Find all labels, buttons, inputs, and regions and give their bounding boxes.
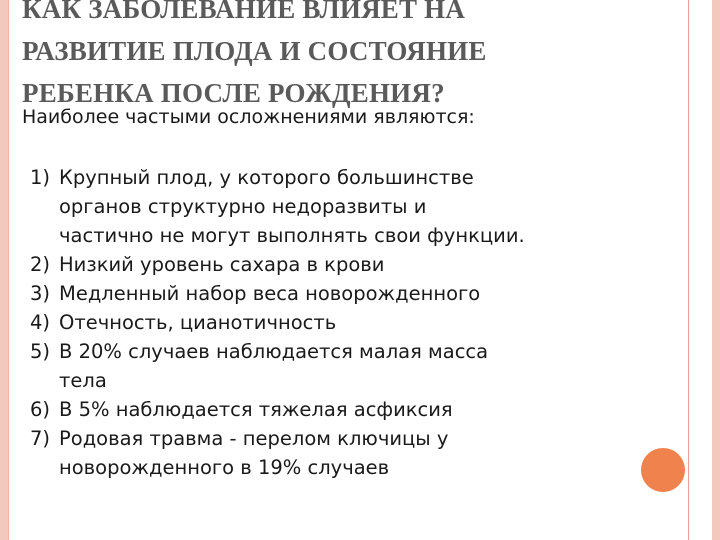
list-item-text: В 5% наблюдается тяжелая асфиксия bbox=[59, 398, 453, 421]
list-item bbox=[30, 250, 670, 279]
slide-title bbox=[22, 0, 662, 114]
list-item-number: 1) bbox=[30, 166, 51, 189]
list-item-number: 4) bbox=[30, 311, 51, 334]
list-item-text: Крупный плод, у которого большинстве bbox=[59, 166, 474, 189]
list-item bbox=[30, 337, 670, 395]
list-item-text: Родовая травма - перелом ключицы у bbox=[59, 427, 449, 450]
list-item-number: 6) bbox=[30, 398, 51, 421]
slide-right-border bbox=[712, 0, 720, 540]
list-item-number: 5) bbox=[30, 340, 51, 363]
slide-left-border bbox=[0, 0, 8, 540]
slide-title-line: РАЗВИТИЕ ПЛОДА И СОСТОЯНИЕ bbox=[22, 36, 487, 66]
list-item bbox=[30, 163, 670, 250]
list-item-text: тела bbox=[59, 369, 107, 392]
list-item-text: новорожденного в 19% случаев bbox=[59, 456, 390, 479]
intro-text: Наиболее частыми осложнениями являются: bbox=[22, 106, 475, 128]
list-item-text: органов структурно недоразвиты и bbox=[59, 195, 427, 218]
list-item bbox=[30, 395, 670, 424]
list-item-text: Отечность, цианотичность bbox=[59, 311, 337, 334]
slide-title-line: КАК ЗАБОЛЕВАНИЕ ВЛИЯЕТ НА bbox=[22, 0, 466, 24]
list-item bbox=[30, 279, 670, 308]
list-item-number: 7) bbox=[30, 427, 51, 450]
slide-left-border-line bbox=[8, 0, 9, 540]
list-item-text: Низкий уровень сахара в крови bbox=[59, 253, 385, 276]
slide-title-line: РЕБЕНКА ПОСЛЕ РОЖДЕНИЯ? bbox=[22, 78, 445, 108]
list-item bbox=[30, 424, 670, 482]
list-item-text: частично не могут выполнять свои функции. bbox=[59, 224, 525, 247]
list-item-text: Медленный набор веса новорожденного bbox=[59, 282, 481, 305]
list-item bbox=[30, 308, 670, 337]
list-item-text: В 20% случаев наблюдается малая масса bbox=[59, 340, 489, 363]
slide-right-border-line bbox=[688, 0, 689, 540]
decorative-circle-icon bbox=[641, 448, 685, 492]
list-item-number: 2) bbox=[30, 253, 51, 276]
list-item-number: 3) bbox=[30, 282, 51, 305]
complications-list bbox=[30, 163, 670, 482]
